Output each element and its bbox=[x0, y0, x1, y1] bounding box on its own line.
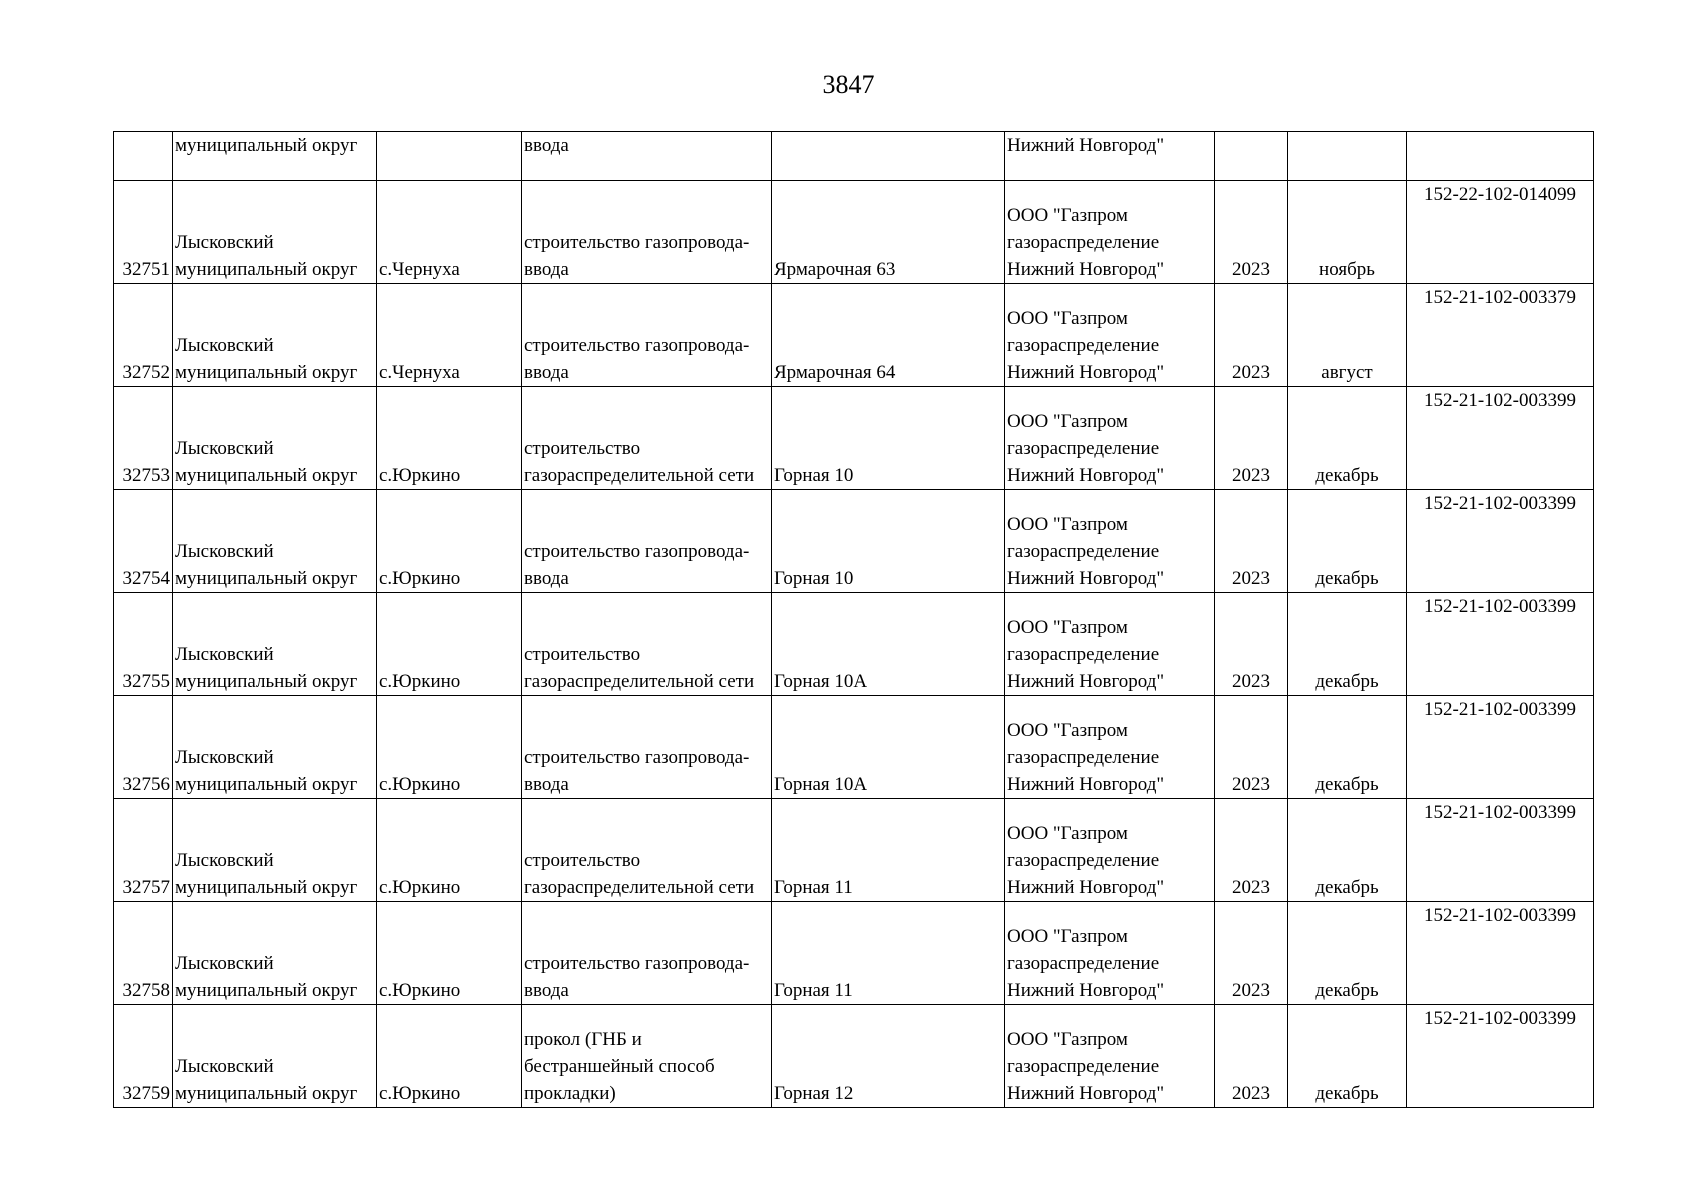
cell-year bbox=[1215, 132, 1288, 181]
work-line-2: строительство bbox=[524, 438, 641, 459]
year-text: 2023 bbox=[1232, 259, 1270, 280]
cell-num bbox=[114, 387, 173, 490]
cell-num bbox=[114, 902, 173, 1005]
cell-address bbox=[772, 490, 1005, 593]
code-text: 152-21-102-003399 bbox=[1424, 1008, 1576, 1029]
cell-organization bbox=[1005, 387, 1215, 490]
cell-settlement bbox=[377, 132, 522, 181]
work-line-3: ввода bbox=[524, 980, 569, 1001]
cell-settlement bbox=[377, 490, 522, 593]
cell-address bbox=[772, 902, 1005, 1005]
year-text: 2023 bbox=[1232, 877, 1270, 898]
org-line-2: газораспределение bbox=[1007, 953, 1160, 974]
row-number: 32758 bbox=[122, 980, 170, 1001]
code-text: 152-21-102-003399 bbox=[1424, 493, 1576, 514]
district-line-1: Лысковский bbox=[175, 850, 274, 871]
cell-code bbox=[1407, 696, 1594, 799]
cell-district bbox=[173, 799, 377, 902]
cell-code bbox=[1407, 799, 1594, 902]
row-number: 32757 bbox=[122, 877, 170, 898]
org-line-2: газораспределение bbox=[1007, 541, 1160, 562]
cell-organization bbox=[1005, 593, 1215, 696]
row-number: 32751 bbox=[122, 259, 170, 280]
cell-year bbox=[1215, 593, 1288, 696]
work-line-3: газораспределительной сети bbox=[524, 877, 755, 898]
org-line-2: газораспределение bbox=[1007, 1056, 1160, 1077]
org-line-1: ООО "Газпром bbox=[1007, 720, 1128, 741]
settlement-text: с.Юркино bbox=[379, 465, 461, 486]
cell-address bbox=[772, 593, 1005, 696]
cell-settlement bbox=[377, 799, 522, 902]
cell-code bbox=[1407, 593, 1594, 696]
cell-organization bbox=[1005, 902, 1215, 1005]
row-number: 32752 bbox=[122, 362, 170, 383]
settlement-text: с.Юркино bbox=[379, 980, 461, 1001]
table-row bbox=[114, 181, 1594, 284]
org-line-1: ООО "Газпром bbox=[1007, 1029, 1128, 1050]
address-text: Горная 10А bbox=[774, 671, 868, 692]
work-line-3: газораспределительной сети bbox=[524, 465, 755, 486]
cell-district: муниципальный округ bbox=[173, 132, 377, 181]
work-line-2: строительство газопровода- bbox=[524, 953, 750, 974]
cell-num bbox=[114, 593, 173, 696]
district-line-2: муниципальный округ bbox=[175, 362, 358, 383]
work-line-2: строительство газопровода- bbox=[524, 541, 750, 562]
district-line-2: муниципальный округ bbox=[175, 568, 358, 589]
settlement-text: с.Юркино bbox=[379, 877, 461, 898]
page-number: 3847 bbox=[822, 70, 875, 99]
code-text: 152-21-102-003399 bbox=[1424, 390, 1576, 411]
month-text: ноябрь bbox=[1319, 259, 1375, 280]
table-row bbox=[114, 387, 1594, 490]
org-line-2: газораспределение bbox=[1007, 335, 1160, 356]
cell-month bbox=[1288, 1005, 1407, 1108]
cell-work bbox=[522, 490, 772, 593]
code-text: 152-21-102-003399 bbox=[1424, 905, 1576, 926]
cell-settlement bbox=[377, 181, 522, 284]
work-line-1: прокол (ГНБ и bbox=[524, 1029, 642, 1050]
row-number: 32753 bbox=[122, 465, 170, 486]
address-text: Горная 10 bbox=[774, 568, 854, 589]
cell-year bbox=[1215, 490, 1288, 593]
address-text: Горная 11 bbox=[774, 980, 853, 1001]
cell-address bbox=[772, 284, 1005, 387]
cell-num bbox=[114, 132, 173, 181]
org-line-2: газораспределение bbox=[1007, 850, 1160, 871]
cell-settlement bbox=[377, 902, 522, 1005]
org-line-1: ООО "Газпром bbox=[1007, 308, 1128, 329]
row-number: 32759 bbox=[122, 1083, 170, 1104]
district-line-2: муниципальный округ bbox=[175, 259, 358, 280]
month-text: декабрь bbox=[1315, 1083, 1379, 1104]
org-line-3: Нижний Новгород" bbox=[1007, 568, 1165, 589]
cell-work bbox=[522, 902, 772, 1005]
settlement-text: с.Юркино bbox=[379, 671, 461, 692]
cell-year bbox=[1215, 284, 1288, 387]
work-line-3: ввода bbox=[524, 774, 569, 795]
cell-work bbox=[522, 593, 772, 696]
code-text: 152-21-102-003399 bbox=[1424, 802, 1576, 823]
settlement-text: с.Юркино bbox=[379, 1083, 461, 1104]
settlement-text: с.Юркино bbox=[379, 568, 461, 589]
row-number: 32754 bbox=[122, 568, 170, 589]
work-line-2: строительство газопровода- bbox=[524, 232, 750, 253]
district-line-1: Лысковский bbox=[175, 335, 274, 356]
cell-work bbox=[522, 181, 772, 284]
work-line-3: ввода bbox=[524, 568, 569, 589]
cell-district bbox=[173, 284, 377, 387]
org-line-3: Нижний Новгород" bbox=[1007, 1083, 1165, 1104]
work-line-2: строительство газопровода- bbox=[524, 747, 750, 768]
cell-year bbox=[1215, 1005, 1288, 1108]
org-line-1: ООО "Газпром bbox=[1007, 823, 1128, 844]
org-line-1: ООО "Газпром bbox=[1007, 205, 1128, 226]
work-line-2: строительство bbox=[524, 850, 641, 871]
month-text: декабрь bbox=[1315, 774, 1379, 795]
cell-organization bbox=[1005, 181, 1215, 284]
code-text: 152-21-102-003379 bbox=[1424, 287, 1576, 308]
year-text: 2023 bbox=[1232, 1083, 1270, 1104]
continuation-row bbox=[114, 132, 1594, 181]
cell-address bbox=[772, 132, 1005, 181]
year-text: 2023 bbox=[1232, 980, 1270, 1001]
cell-num bbox=[114, 284, 173, 387]
org-line-1: ООО "Газпром bbox=[1007, 411, 1128, 432]
month-text: декабрь bbox=[1315, 465, 1379, 486]
cell-code bbox=[1407, 490, 1594, 593]
work-line-2: строительство bbox=[524, 644, 641, 665]
cell-district bbox=[173, 902, 377, 1005]
cell-month bbox=[1288, 284, 1407, 387]
month-text: декабрь bbox=[1315, 671, 1379, 692]
cell-district bbox=[173, 181, 377, 284]
district-line-1: Лысковский bbox=[175, 541, 274, 562]
org-line-3: Нижний Новгород" bbox=[1007, 259, 1165, 280]
cell-address bbox=[772, 1005, 1005, 1108]
org-line-2: газораспределение bbox=[1007, 232, 1160, 253]
month-text: август bbox=[1321, 362, 1373, 383]
org-line-3: Нижний Новгород" bbox=[1007, 877, 1165, 898]
year-text: 2023 bbox=[1232, 774, 1270, 795]
org-line-3: Нижний Новгород" bbox=[1007, 671, 1165, 692]
district-line-2: муниципальный округ bbox=[175, 774, 358, 795]
cell-year bbox=[1215, 902, 1288, 1005]
cell-month bbox=[1288, 490, 1407, 593]
work-line-3: ввода bbox=[524, 259, 569, 280]
district-line-2: муниципальный округ bbox=[175, 1083, 358, 1104]
cell-month bbox=[1288, 902, 1407, 1005]
district-line-1: Лысковский bbox=[175, 1056, 274, 1077]
cell-district bbox=[173, 490, 377, 593]
cell-work bbox=[522, 1005, 772, 1108]
org-line-1: ООО "Газпром bbox=[1007, 926, 1128, 947]
table-row bbox=[114, 593, 1594, 696]
table-row bbox=[114, 1005, 1594, 1108]
table-row bbox=[114, 902, 1594, 1005]
district-line-2: муниципальный округ bbox=[175, 877, 358, 898]
month-text: декабрь bbox=[1315, 568, 1379, 589]
cell-organization bbox=[1005, 284, 1215, 387]
cell-month bbox=[1288, 387, 1407, 490]
district-line-2: муниципальный округ bbox=[175, 671, 358, 692]
cell-address bbox=[772, 696, 1005, 799]
org-line-2: газораспределение bbox=[1007, 644, 1160, 665]
cell-num bbox=[114, 1005, 173, 1108]
address-text: Горная 10А bbox=[774, 774, 868, 795]
work-line-3: газораспределительной сети bbox=[524, 671, 755, 692]
work-line-2: бестраншейный способ bbox=[524, 1056, 715, 1077]
cell-year bbox=[1215, 799, 1288, 902]
cell-district bbox=[173, 593, 377, 696]
cell-address bbox=[772, 387, 1005, 490]
org-line-2: газораспределение bbox=[1007, 747, 1160, 768]
cell-work bbox=[522, 696, 772, 799]
cell-work bbox=[522, 387, 772, 490]
cell-organization: Нижний Новгород" bbox=[1005, 132, 1215, 181]
cell-district bbox=[173, 1005, 377, 1108]
code-text: 152-22-102-014099 bbox=[1424, 184, 1576, 205]
district-line-1: Лысковский bbox=[175, 953, 274, 974]
org-line-1: ООО "Газпром bbox=[1007, 514, 1128, 535]
cell-organization bbox=[1005, 799, 1215, 902]
table-row bbox=[114, 696, 1594, 799]
cell-month bbox=[1288, 696, 1407, 799]
cell-code bbox=[1407, 387, 1594, 490]
district-line-1: Лысковский bbox=[175, 747, 274, 768]
cell-district bbox=[173, 696, 377, 799]
month-text: декабрь bbox=[1315, 980, 1379, 1001]
district-line-2: муниципальный округ bbox=[175, 980, 358, 1001]
org-line-1: ООО "Газпром bbox=[1007, 617, 1128, 638]
cell-num bbox=[114, 490, 173, 593]
cell-code bbox=[1407, 284, 1594, 387]
cell-organization bbox=[1005, 696, 1215, 799]
org-line-3: Нижний Новгород" bbox=[1007, 362, 1165, 383]
settlement-text: с.Юркино bbox=[379, 774, 461, 795]
address-text: Ярмарочная 64 bbox=[774, 362, 896, 383]
cell-month bbox=[1288, 593, 1407, 696]
cell-code bbox=[1407, 902, 1594, 1005]
org-line-3: Нижний Новгород" bbox=[1007, 980, 1165, 1001]
code-text: 152-21-102-003399 bbox=[1424, 596, 1576, 617]
work-line-3: прокладки) bbox=[524, 1083, 616, 1104]
district-line-1: Лысковский bbox=[175, 232, 274, 253]
cell-settlement bbox=[377, 1005, 522, 1108]
district-line-1: Лысковский bbox=[175, 438, 274, 459]
cell-district bbox=[173, 387, 377, 490]
table-row bbox=[114, 490, 1594, 593]
cell-month bbox=[1288, 132, 1407, 181]
cell-settlement bbox=[377, 593, 522, 696]
address-text: Ярмарочная 63 bbox=[774, 259, 896, 280]
settlement-text: с.Чернуха bbox=[379, 362, 460, 383]
org-line-3: Нижний Новгород" bbox=[1007, 465, 1165, 486]
table-row bbox=[114, 284, 1594, 387]
org-line-2: газораспределение bbox=[1007, 438, 1160, 459]
cell-num bbox=[114, 696, 173, 799]
cell-work bbox=[522, 284, 772, 387]
cell-organization bbox=[1005, 490, 1215, 593]
cell-code bbox=[1407, 1005, 1594, 1108]
work-line-2: строительство газопровода- bbox=[524, 335, 750, 356]
cell-settlement bbox=[377, 284, 522, 387]
cell-month bbox=[1288, 799, 1407, 902]
cell-address bbox=[772, 799, 1005, 902]
cell-year bbox=[1215, 387, 1288, 490]
cell-work: ввода bbox=[522, 132, 772, 181]
table-body bbox=[114, 132, 1594, 1108]
cell-num bbox=[114, 181, 173, 284]
address-text: Горная 12 bbox=[774, 1083, 854, 1104]
table-row bbox=[114, 799, 1594, 902]
cell-settlement bbox=[377, 696, 522, 799]
address-text: Горная 10 bbox=[774, 465, 854, 486]
cell-settlement bbox=[377, 387, 522, 490]
cell-organization bbox=[1005, 1005, 1215, 1108]
district-line-1: Лысковский bbox=[175, 644, 274, 665]
cell-code bbox=[1407, 181, 1594, 284]
cell-code bbox=[1407, 132, 1594, 181]
cell-num bbox=[114, 799, 173, 902]
year-text: 2023 bbox=[1232, 465, 1270, 486]
cell-work bbox=[522, 799, 772, 902]
gas-registry-table bbox=[113, 131, 1594, 1108]
district-line-2: муниципальный округ bbox=[175, 465, 358, 486]
settlement-text: с.Чернуха bbox=[379, 259, 460, 280]
year-text: 2023 bbox=[1232, 671, 1270, 692]
row-number: 32756 bbox=[122, 774, 170, 795]
org-line-3: Нижний Новгород" bbox=[1007, 774, 1165, 795]
row-number: 32755 bbox=[122, 671, 170, 692]
month-text: декабрь bbox=[1315, 877, 1379, 898]
address-text: Горная 11 bbox=[774, 877, 853, 898]
year-text: 2023 bbox=[1232, 568, 1270, 589]
cell-month bbox=[1288, 181, 1407, 284]
cell-year bbox=[1215, 181, 1288, 284]
work-line-3: ввода bbox=[524, 362, 569, 383]
year-text: 2023 bbox=[1232, 362, 1270, 383]
code-text: 152-21-102-003399 bbox=[1424, 699, 1576, 720]
cell-year bbox=[1215, 696, 1288, 799]
cell-address bbox=[772, 181, 1005, 284]
